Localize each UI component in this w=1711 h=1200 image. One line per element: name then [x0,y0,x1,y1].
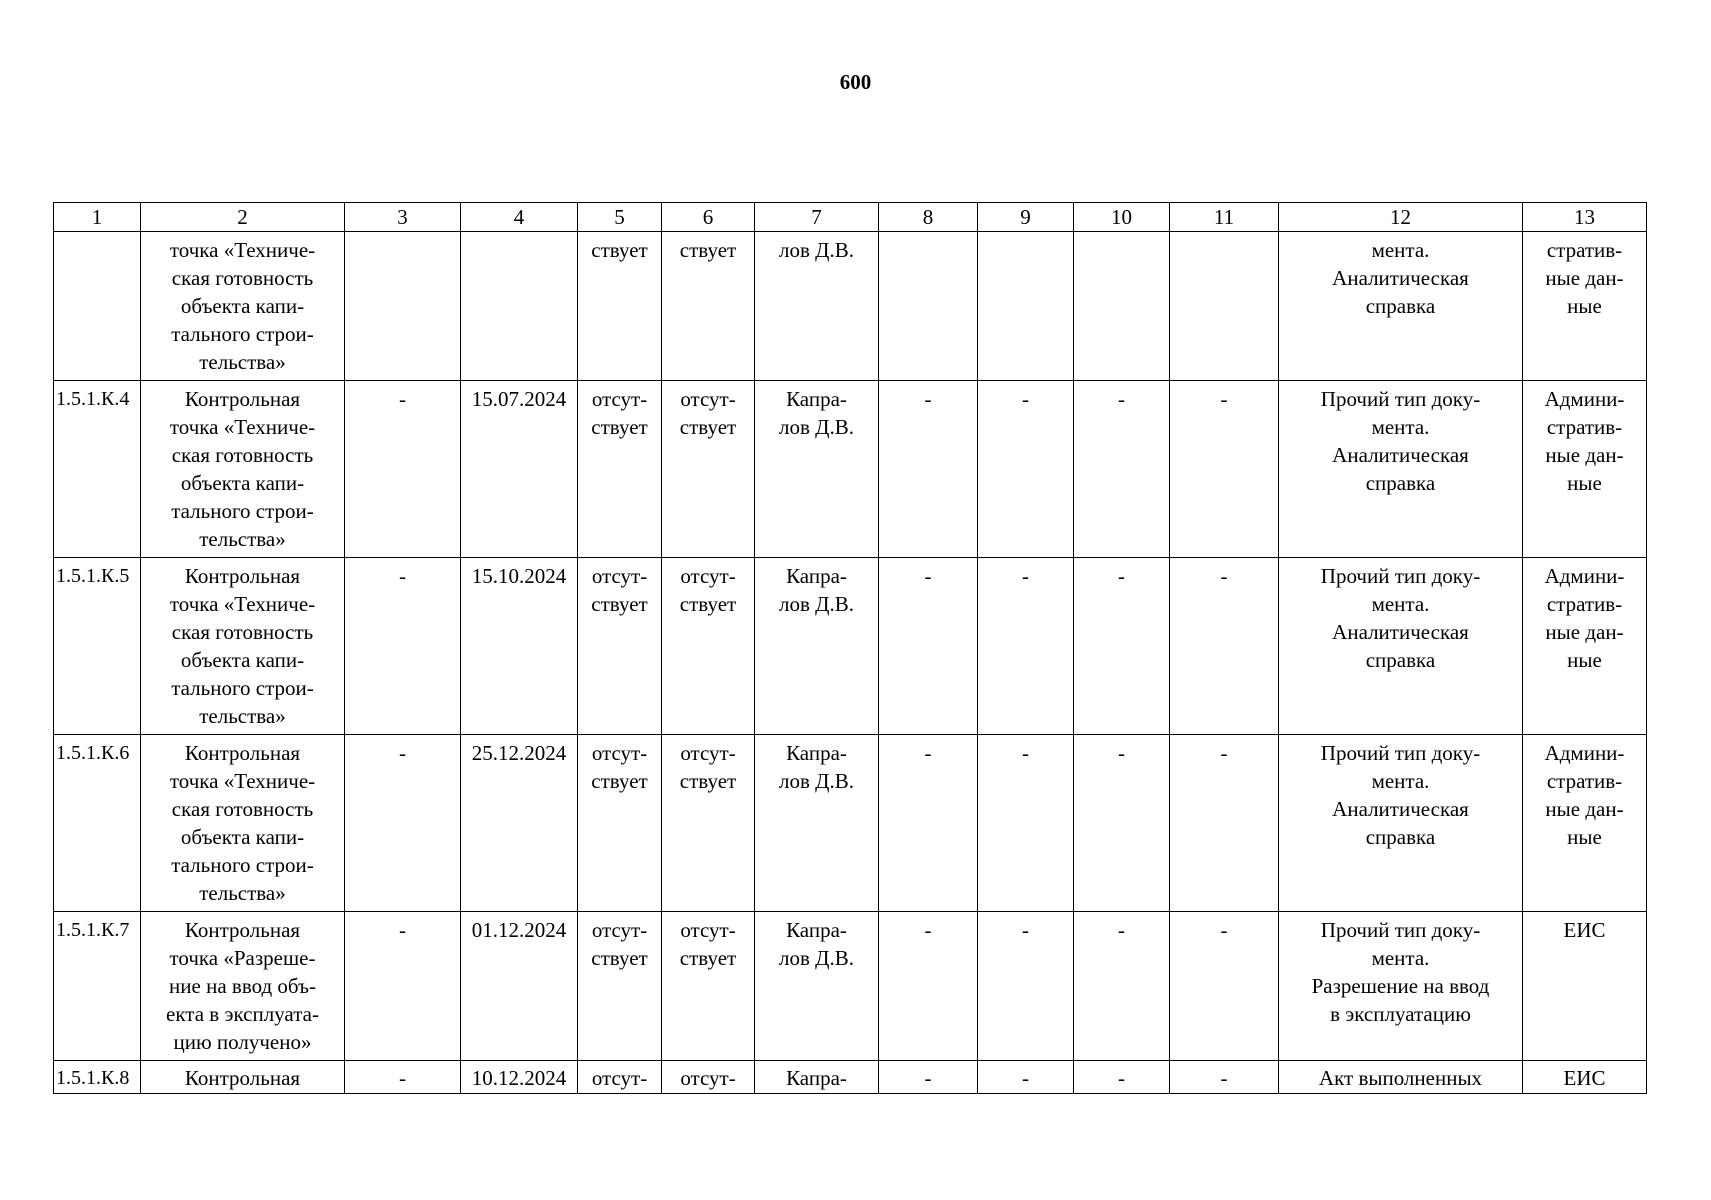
row-id-cell: 1.5.1.К.8 [54,1061,141,1094]
document-type-cell: Прочий тип доку- мента. Аналитическая справка [1279,381,1523,558]
name-cell: точка «Техниче- ская готовность объекта капи- тального строи- тельства» [141,232,345,381]
document-type-cell: Акт выполненных [1279,1061,1523,1094]
column-header: 11 [1170,203,1279,232]
date-cell: 01.12.2024 [461,912,578,1061]
column-header: 7 [755,203,879,232]
column-header: 3 [345,203,461,232]
col10-cell [1074,232,1170,381]
table-row [54,381,1647,558]
data-source-cell: ЕИС [1523,1061,1647,1094]
col10-cell: - [1074,735,1170,912]
table-row [54,558,1647,735]
col8-cell: - [879,1061,978,1094]
column-header: 12 [1279,203,1523,232]
col8-cell: - [879,558,978,735]
table-row [54,232,1647,381]
col9-cell: - [978,381,1074,558]
page-number: 600 [839,70,872,94]
document-type-cell: мента. Аналитическая справка [1279,232,1523,381]
data-source-cell: Админи- стратив- ные дан- ные [1523,735,1647,912]
col9-cell: - [978,912,1074,1061]
col6-cell: ствует [662,232,755,381]
col10-cell: - [1074,1061,1170,1094]
table-row [54,735,1647,912]
col11-cell: - [1170,1061,1279,1094]
name-cell: Контрольная точка «Техниче- ская готовность объекта капи- тального строи- тельства» [141,558,345,735]
data-source-cell: Админи- стратив- ные дан- ные [1523,381,1647,558]
col3-cell: - [345,381,461,558]
row-id-cell: 1.5.1.К.4 [54,381,141,558]
column-header: 1 [54,203,141,232]
col3-cell [345,232,461,381]
column-header: 8 [879,203,978,232]
name-cell: Контрольная точка «Техниче- ская готовность объекта капи- тального строи- тельства» [141,735,345,912]
column-header: 4 [461,203,578,232]
col5-cell: отсут- ствует [578,381,662,558]
column-header: 9 [978,203,1074,232]
col6-cell: отсут- [662,1061,755,1094]
col3-cell: - [345,912,461,1061]
row-id-cell: 1.5.1.К.5 [54,558,141,735]
col5-cell: отсут- ствует [578,558,662,735]
date-cell [461,232,578,381]
col6-cell: отсут- ствует [662,912,755,1061]
column-header: 10 [1074,203,1170,232]
col10-cell: - [1074,381,1170,558]
col10-cell: - [1074,558,1170,735]
col5-cell: отсут- [578,1061,662,1094]
col9-cell [978,232,1074,381]
col6-cell: отсут- ствует [662,735,755,912]
col11-cell: - [1170,381,1279,558]
col11-cell: - [1170,735,1279,912]
col8-cell: - [879,735,978,912]
row-id-cell: 1.5.1.К.6 [54,735,141,912]
table-header-row [54,203,1647,232]
document-type-cell: Прочий тип доку- мента. Аналитическая справка [1279,558,1523,735]
col8-cell: - [879,912,978,1061]
responsible-cell: Капра- лов Д.В. [755,735,879,912]
col8-cell: - [879,381,978,558]
col5-cell: отсут- ствует [578,735,662,912]
col3-cell: - [345,735,461,912]
column-header: 6 [662,203,755,232]
column-header: 5 [578,203,662,232]
name-cell: Контрольная точка «Техниче- ская готовность объекта капи- тального строи- тельства» [141,381,345,558]
row-id-cell: 1.5.1.К.7 [54,912,141,1061]
col3-cell: - [345,558,461,735]
responsible-cell: Капра- лов Д.В. [755,558,879,735]
col9-cell: - [978,735,1074,912]
col3-cell: - [345,1061,461,1094]
responsible-cell: лов Д.В. [755,232,879,381]
date-cell: 25.12.2024 [461,735,578,912]
name-cell: Контрольная [141,1061,345,1094]
col9-cell: - [978,558,1074,735]
date-cell: 10.12.2024 [461,1061,578,1094]
responsible-cell: Капра- лов Д.В. [755,912,879,1061]
document-type-cell: Прочий тип доку- мента. Разрешение на ввод в эксплуатацию [1279,912,1523,1061]
col8-cell [879,232,978,381]
data-source-cell: ЕИС [1523,912,1647,1061]
data-source-cell: стратив- ные дан- ные [1523,232,1647,381]
column-header: 13 [1523,203,1647,232]
col6-cell: отсут- ствует [662,558,755,735]
data-source-cell: Админи- стратив- ные дан- ные [1523,558,1647,735]
table-row [54,912,1647,1061]
col11-cell: - [1170,558,1279,735]
col6-cell: отсут- ствует [662,381,755,558]
document-type-cell: Прочий тип доку- мента. Аналитическая справка [1279,735,1523,912]
document-table [53,202,1647,1094]
col10-cell: - [1074,912,1170,1061]
date-cell: 15.10.2024 [461,558,578,735]
name-cell: Контрольная точка «Разреше- ние на ввод объ- екта в эксплуата- цию получено» [141,912,345,1061]
col9-cell: - [978,1061,1074,1094]
date-cell: 15.07.2024 [461,381,578,558]
responsible-cell: Капра- [755,1061,879,1094]
col5-cell: ствует [578,232,662,381]
responsible-cell: Капра- лов Д.В. [755,381,879,558]
col5-cell: отсут- ствует [578,912,662,1061]
col11-cell: - [1170,912,1279,1061]
col11-cell [1170,232,1279,381]
table-row [54,1061,1647,1094]
row-id-cell [54,232,141,381]
column-header: 2 [141,203,345,232]
